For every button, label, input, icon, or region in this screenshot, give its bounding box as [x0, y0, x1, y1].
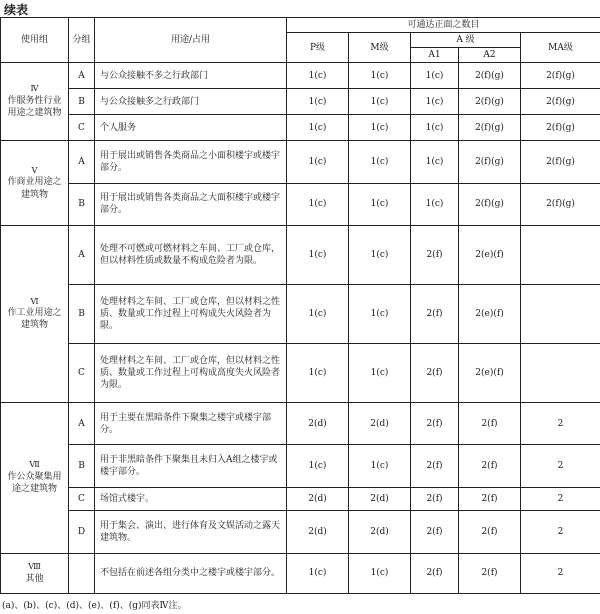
a2-cell: 2(f)(g): [459, 115, 521, 141]
header-subgroup: 分组: [69, 18, 95, 63]
ma-class-cell: [521, 344, 600, 403]
a2-cell: 2(f)(g): [459, 141, 521, 183]
group-name: 作公众聚集用途之建筑物: [7, 472, 62, 495]
subgroup-cell: C: [69, 344, 95, 403]
m-class-cell: 1(c): [349, 63, 411, 89]
ma-class-cell: 2: [521, 445, 600, 487]
m-class-cell: 1(c): [349, 445, 411, 487]
p-class-cell: 2(d): [287, 487, 349, 511]
p-class-cell: 2(d): [287, 402, 349, 444]
m-class-cell: 1(c): [349, 226, 411, 285]
a2-cell: 2(e)(f): [459, 285, 521, 344]
ma-class-cell: [521, 226, 600, 285]
table-row: [1, 226, 600, 285]
p-class-cell: 1(c): [287, 63, 349, 89]
footnote: (a)、(b)、(c)、(d)、(e)、(f)、(g)同表Ⅳ注。: [2, 601, 187, 611]
p-class-cell: 1(c): [287, 226, 349, 285]
group-name: 其他: [25, 573, 44, 584]
group-name: 作服务性行业用途之建筑物: [7, 96, 62, 119]
a1-cell: 2(f): [411, 511, 459, 553]
usage-cell: 处理不可燃或可燃材料之车间、工厂或仓库，但以材料性质或数量不构成危险者为限。: [95, 226, 287, 285]
table-row: [1, 115, 600, 141]
subgroup-cell: C: [69, 115, 95, 141]
a1-cell: 2(f): [411, 344, 459, 403]
subgroup-cell: B: [69, 89, 95, 115]
usage-cell: 处理材料之车间、工厂或仓库，但以材料之性质、数量或工作过程上可构成高度失火风险者为限。: [95, 344, 287, 403]
usage-cell: 个人服务: [95, 115, 287, 141]
ma-class-cell: 2(f)(g): [521, 183, 600, 225]
a2-cell: 2(f): [459, 445, 521, 487]
a2-cell: 2(e)(f): [459, 226, 521, 285]
usage-cell: 用于集会、演出、进行体育及文娱活动之露天建筑物。: [95, 511, 287, 553]
subgroup-cell: B: [69, 183, 95, 225]
p-class-cell: 1(c): [287, 445, 349, 487]
group-name: 作工业用途之建筑物: [7, 308, 62, 331]
table-row: [1, 402, 600, 444]
a2-cell: 2(f)(g): [459, 89, 521, 115]
a1-cell: 1(c): [411, 183, 459, 225]
m-class-cell: 2(d): [349, 402, 411, 444]
header-a-class: A 级: [411, 33, 521, 48]
header-usage: 用途/占用: [95, 18, 287, 63]
subgroup-cell: A: [69, 141, 95, 183]
table-row: [1, 487, 600, 511]
group-roman-numeral: Ⅷ: [28, 561, 41, 571]
ma-class-cell: 2(f)(g): [521, 141, 600, 183]
a1-cell: 2(f): [411, 487, 459, 511]
a2-cell: 2(f): [459, 553, 521, 593]
usage-cell: 用于展出或销售各类商品之大面积楼宇或楼宇部分。: [95, 183, 287, 225]
a2-cell: 2(f): [459, 402, 521, 444]
ma-class-cell: 2(f)(g): [521, 89, 600, 115]
header-exits-title: 可通达正面之数目: [287, 18, 600, 33]
table-row: [1, 285, 600, 344]
p-class-cell: 1(c): [287, 141, 349, 183]
ma-class-cell: 2: [521, 487, 600, 511]
group-name: 作商业用途之建筑物: [7, 177, 62, 200]
header-ma-class: MA级: [521, 33, 600, 63]
exit-requirements-table: [0, 17, 600, 594]
m-class-cell: 1(c): [349, 115, 411, 141]
subgroup-cell: A: [69, 226, 95, 285]
p-class-cell: 1(c): [287, 344, 349, 403]
m-class-cell: 2(d): [349, 511, 411, 553]
usage-cell: 用于展出或销售各类商品之小面积楼宇或楼宇部分。: [95, 141, 287, 183]
subgroup-cell: D: [69, 511, 95, 553]
table-row: [1, 141, 600, 183]
usage-cell: 用于非黑暗条件下聚集且未归入A组之楼宇或楼宇部分。: [95, 445, 287, 487]
a2-cell: 2(f): [459, 487, 521, 511]
group-cell: [1, 141, 69, 226]
table-row: [1, 445, 600, 487]
a2-cell: 2(f): [459, 511, 521, 553]
a1-cell: 2(f): [411, 445, 459, 487]
a1-cell: 2(f): [411, 402, 459, 444]
usage-cell: 处理材料之车间、工厂或仓库，但以材料之性质、数量或工作过程上可构成失火风险者为限。: [95, 285, 287, 344]
group-roman-numeral: Ⅵ: [30, 296, 39, 306]
group-cell: [1, 553, 69, 593]
m-class-cell: 2(d): [349, 487, 411, 511]
subgroup-cell: A: [69, 63, 95, 89]
ma-class-cell: 2: [521, 511, 600, 553]
ma-class-cell: 2(f)(g): [521, 63, 600, 89]
header-a2: A2: [459, 48, 521, 63]
p-class-cell: 1(c): [287, 115, 349, 141]
a2-cell: 2(f)(g): [459, 183, 521, 225]
a1-cell: 2(f): [411, 285, 459, 344]
usage-cell: 与公众接触不多之行政部门: [95, 63, 287, 89]
a1-cell: 1(c): [411, 141, 459, 183]
ma-class-cell: 2(f)(g): [521, 115, 600, 141]
ma-class-cell: [521, 285, 600, 344]
ma-class-cell: 2: [521, 553, 600, 593]
group-roman-numeral: Ⅴ: [31, 165, 38, 175]
usage-cell: 用于主要在黑暗条件下聚集之楼宇或楼宇部分。: [95, 402, 287, 444]
subgroup-cell: [69, 553, 95, 593]
subgroup-cell: C: [69, 487, 95, 511]
p-class-cell: 1(c): [287, 183, 349, 225]
group-roman-numeral: Ⅶ: [29, 460, 40, 470]
p-class-cell: 2(d): [287, 511, 349, 553]
table-row: [1, 183, 600, 225]
a1-cell: 1(c): [411, 115, 459, 141]
p-class-cell: 1(c): [287, 553, 349, 593]
ma-class-cell: 2: [521, 402, 600, 444]
m-class-cell: 1(c): [349, 89, 411, 115]
group-roman-numeral: Ⅳ: [30, 84, 39, 94]
table-row: [1, 553, 600, 593]
table-row: [1, 344, 600, 403]
usage-cell: 与公众接触多之行政部门: [95, 89, 287, 115]
subgroup-cell: A: [69, 402, 95, 444]
table-body: [1, 63, 600, 594]
subgroup-cell: B: [69, 285, 95, 344]
table-row: [1, 63, 600, 89]
p-class-cell: 1(c): [287, 89, 349, 115]
a1-cell: 1(c): [411, 89, 459, 115]
m-class-cell: 1(c): [349, 553, 411, 593]
m-class-cell: 1(c): [349, 183, 411, 225]
header-use-group: 使用组: [1, 18, 69, 63]
m-class-cell: 1(c): [349, 344, 411, 403]
usage-cell: 场馆式楼宇。: [95, 487, 287, 511]
group-cell: [1, 402, 69, 553]
p-class-cell: 1(c): [287, 285, 349, 344]
header-p-class: P级: [287, 33, 349, 63]
table-row: [1, 89, 600, 115]
subgroup-cell: B: [69, 445, 95, 487]
group-cell: [1, 226, 69, 403]
m-class-cell: 1(c): [349, 285, 411, 344]
a2-cell: 2(e)(f): [459, 344, 521, 403]
a1-cell: 1(c): [411, 63, 459, 89]
header-m-class: M级: [349, 33, 411, 63]
a1-cell: 2(f): [411, 553, 459, 593]
group-cell: [1, 63, 69, 141]
m-class-cell: 1(c): [349, 141, 411, 183]
table-row: [1, 511, 600, 553]
usage-cell: 不包括在前述各组分类中之楼宇或楼宇部分。: [95, 553, 287, 593]
a2-cell: 2(f)(g): [459, 63, 521, 89]
table-continued-title: 续表: [4, 3, 29, 17]
header-a1: A1: [411, 48, 459, 63]
a1-cell: 2(f): [411, 226, 459, 285]
